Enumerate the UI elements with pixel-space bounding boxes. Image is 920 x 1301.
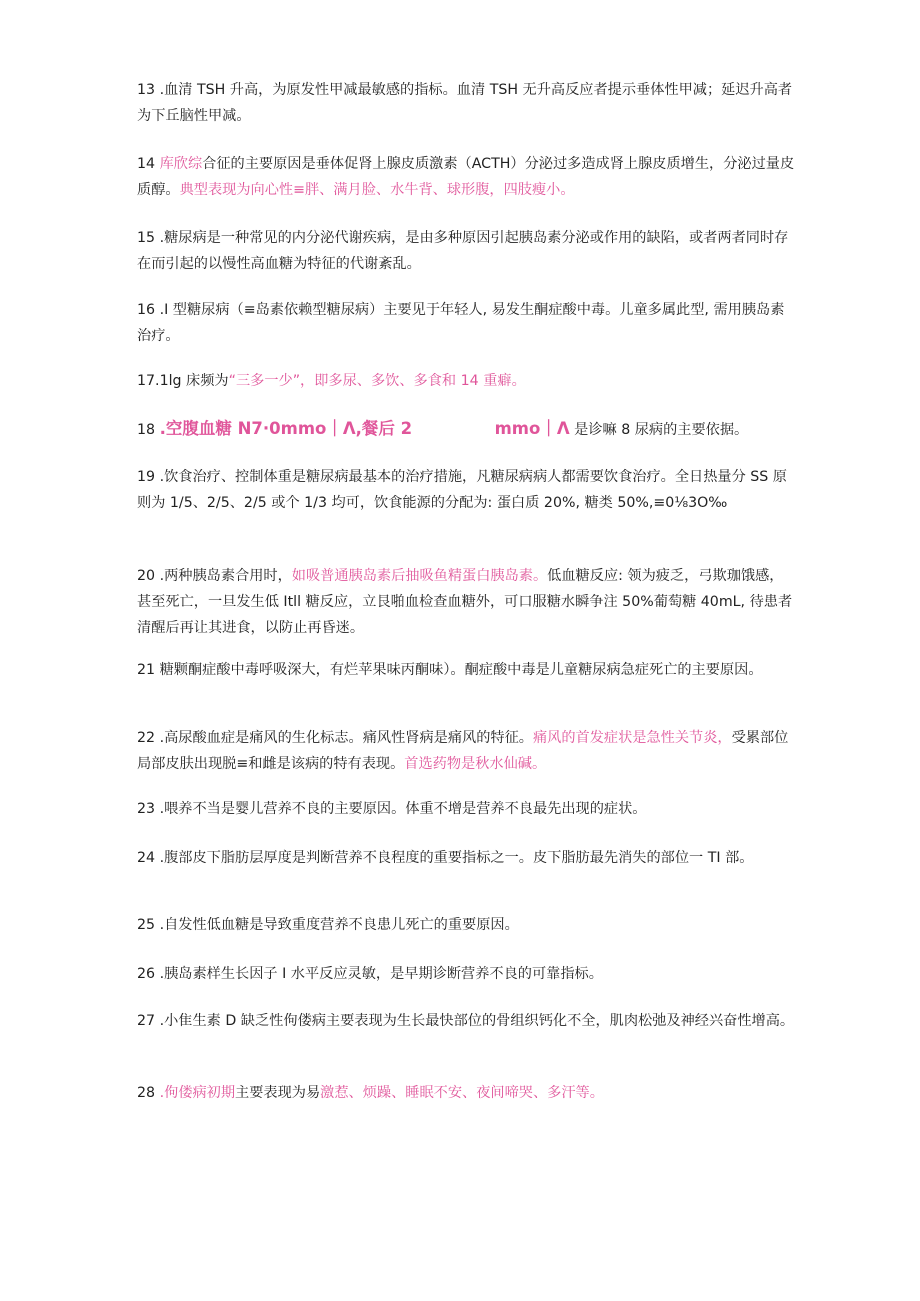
highlighted-text: 激惹、烦躁、睡眠不安、夜间啼哭、多汗等。 (320, 1085, 604, 1101)
body-text: 27 .小隹生素 D 缺乏性佝偻病主要表现为生长最快部位的骨组织钙化不全，肌肉松弛及神经兴奋性增高。 (137, 1013, 795, 1029)
body-text: 24 .腹部皮下脂肪层厚度是判断营养不良程度的重要指标之一。皮下脂肪最先消失的部位一 TI 部。 (137, 850, 754, 866)
paragraph-19 (137, 464, 797, 516)
highlighted-text: 首选药物是秋水仙碱。 (404, 756, 547, 772)
paragraph-17 (137, 368, 797, 394)
highlighted-text: 库欣综 (159, 156, 203, 172)
body-text: 17.1lg 床频为 (137, 373, 229, 389)
body-text: 26 .胰岛素样生长因子 I 水平反应灵敏，是早期诊断营养不良的可靠指标。 (137, 966, 603, 982)
body-text: 合征的主要原因是垂体促肾上腺皮质激素（ACTH）分泌过多造成肾上腺皮质增生，分泌过量皮质醇。 (137, 156, 795, 198)
body-text: 21 糖颗酮症酸中毒呼吸深大，有烂苹果味丙酮味）。酮症酸中毒是儿童糖尿病急症死亡的主要原因。 (137, 662, 763, 678)
body-text: 低血糖反应: 领为疲乏，弓欺珈饿感，甚至死亡，一旦发生低 Itll 糖反应，立艮啪血检查血糖外，可口服糖水瞬争注 50%葡萄糖 40mL, 待患者清醒后再让其进食，以防止再昏迷。 (137, 568, 793, 636)
paragraph-13 (137, 77, 797, 129)
paragraph-15 (137, 225, 797, 277)
paragraph-25 (137, 912, 797, 938)
body-text: 23 .喂养不当是婴儿营养不良的主要原因。体重不增是营养不良最先出现的症状。 (137, 801, 647, 817)
body-text: 18 (137, 422, 160, 438)
body-text: 是诊嘛 8 尿病的主要依据。 (569, 422, 749, 438)
highlighted-text: “三多一少”，即多尿、多饮、多食和 14 重癖。 (228, 373, 526, 389)
paragraph-20 (137, 563, 797, 641)
body-text: 主要表现为易 (235, 1085, 321, 1101)
body-text: 22 .高尿酸血症是痛风的生化标志。痛风性肾病是痛风的特征。 (137, 730, 533, 746)
paragraph-14 (137, 151, 797, 203)
paragraph-26 (137, 961, 797, 987)
body-text: 16 .I 型糖尿病（≡岛素依赖型糖尿病）主要见于年轻人, 易发生酮症酸中毒。儿童多属此型, 需用胰岛素治疗。 (137, 302, 785, 344)
paragraph-28 (137, 1080, 797, 1106)
body-text: 受累部位局部皮肤出现脱≡和雌是该病的特有表现。 (137, 730, 789, 772)
body-text: 13 .血清 TSH 升高，为原发性甲减最敏感的指标。血清 TSH 无升高反应者提示垂体性甲减；延迟升高者为下丘脑性甲减。 (137, 82, 793, 124)
paragraph-27 (137, 1008, 797, 1034)
highlighted-text: 痛风的首发症状是急性关节炎， (532, 730, 732, 746)
body-text: 14 (137, 156, 160, 172)
paragraph-18 (137, 416, 797, 443)
paragraph-22 (137, 725, 797, 777)
body-text: 15 .糖尿病是一种常见的内分泌代谢疾病，是由多种原因引起胰岛素分泌或作用的缺陷，或者两者同时存在而引起的以慢性高血糖为特征的代谢紊乱。 (137, 230, 789, 272)
body-text: 28 (137, 1085, 160, 1101)
body-text: 25 .自发性低血糖是导致重度营养不良患儿死亡的重要原因。 (137, 917, 519, 933)
body-text: 19 .饮食治疗、控制体重是糖尿病最基本的治疗措施，凡糖尿病病人都需要饮食治疗。全日热量分 SS 原则为 1/5、2/5、2/5 或个 1/3 均可，饮食能源的分配为: 蛋白质 20%, 糖类 50%,≡0⅛3O‰ (137, 469, 787, 511)
highlighted-text: .佝偻病初期 (159, 1085, 236, 1101)
paragraph-16 (137, 297, 797, 349)
highlighted-text: 如吸普通胰岛素后抽吸鱼精蛋白胰岛素。 (291, 568, 548, 584)
paragraph-23 (137, 796, 797, 822)
paragraph-24 (137, 845, 797, 871)
body-text: 20 .两种胰岛素合用时， (137, 568, 292, 584)
highlighted-text: 典型表现为向心性≡胖、满月脸、水牛背、球形腹，四肢瘦小。 (179, 182, 575, 198)
paragraph-21 (137, 657, 797, 683)
highlighted-text: .空腹血糖 N7·0mmo｜Λ,餐后 2 mmo｜Λ (159, 419, 570, 438)
